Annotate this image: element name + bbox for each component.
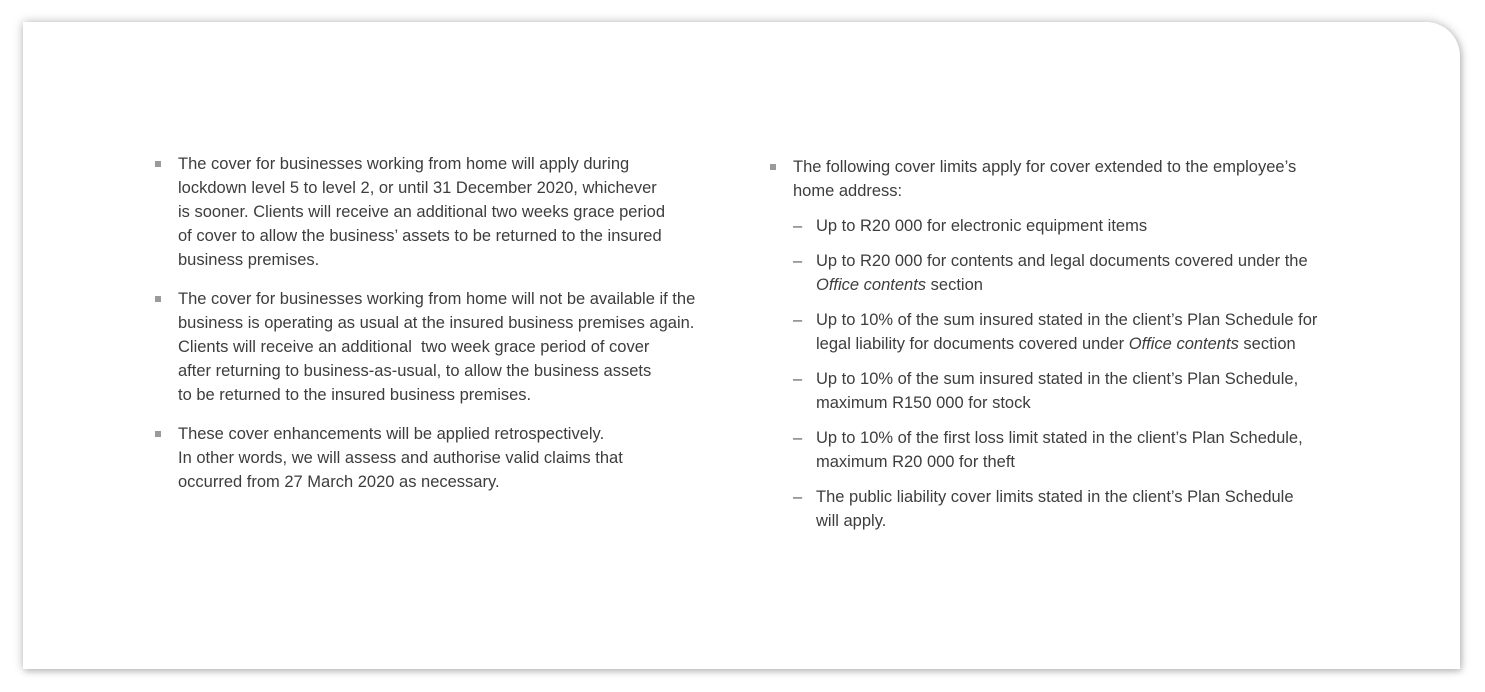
text-line: The cover for businesses working from home will apply during [178,155,630,173]
text-line: Up to 10% of the sum insured stated in the client’s Plan Schedule for [816,311,1318,329]
text-line: Up to 10% of the sum insured stated in the client’s Plan Schedule, [816,370,1299,388]
square-bullet-icon [155,161,161,167]
bullet-item [770,155,1330,533]
text-line: The following cover limits apply for cover extended to the employee’s [793,158,1297,176]
dash-bullet-icon: – [793,370,803,388]
right-column [770,155,1330,548]
dash-list-item [770,308,1318,356]
bullet-item [155,152,715,272]
italic-term: Office contents [816,276,927,294]
text-line: These cover enhancements will be applied retrospectively. [178,425,605,443]
text-line: Clients will receive an additional two week grace period of cover [178,338,650,356]
square-bullet-icon [770,164,776,170]
text-line: Up to R20 000 for contents and legal documents covered under the [816,252,1308,270]
text-line: of cover to allow the business’ assets to be returned to the insured [178,227,662,245]
square-bullet-icon [155,296,161,302]
text-line: will apply. [816,512,887,530]
text-line: The cover for businesses working from home will not be available if the [178,290,696,308]
dash-bullet-icon: – [793,252,803,270]
dash-bullet-icon: – [793,217,803,235]
bullet-item [155,287,715,407]
text-fragment: section [1238,335,1296,353]
text-line: is sooner. Clients will receive an additional two weeks grace period [178,203,665,221]
text-line [816,332,1307,356]
text-fragment: legal liability for documents covered under [816,335,1129,353]
text-line: to be returned to the insured business premises. [178,386,532,404]
text-line: In other words, we will assess and authorise valid claims that [178,449,623,467]
bullet-item [155,422,715,494]
text-line [816,273,1307,297]
text-fragment: section [926,276,983,294]
italic-term: Office contents [1128,335,1239,353]
text-line: lockdown level 5 to level 2, or until 31 December 2020, whichever [178,179,657,197]
dash-list-item [770,214,1307,238]
dash-list-item [770,485,1307,533]
text-line: maximum R20 000 for theft [816,453,1015,471]
dash-list [793,214,1330,533]
dash-bullet-icon: – [793,429,803,447]
text-line: Up to R20 000 for electronic equipment items [816,217,1148,235]
text-line: business is operating as usual at the insured business premises again. [178,314,695,332]
text-line: business premises. [178,251,320,269]
dash-list-item [770,367,1307,415]
text-line: maximum R150 000 for stock [816,394,1031,412]
dash-bullet-icon: – [793,488,803,506]
dash-list-item [770,426,1307,474]
square-bullet-icon [155,431,161,437]
dash-list-item [770,249,1307,297]
text-line: home address: [793,182,903,200]
left-column [155,152,715,509]
text-line: after returning to business-as-usual, to allow the business assets [178,362,652,380]
text-line: The public liability cover limits stated in the client’s Plan Schedule [816,488,1294,506]
dash-bullet-icon: – [793,311,803,329]
text-line: Up to 10% of the first loss limit stated in the client’s Plan Schedule, [816,429,1303,447]
text-line: occurred from 27 March 2020 as necessary. [178,473,500,491]
